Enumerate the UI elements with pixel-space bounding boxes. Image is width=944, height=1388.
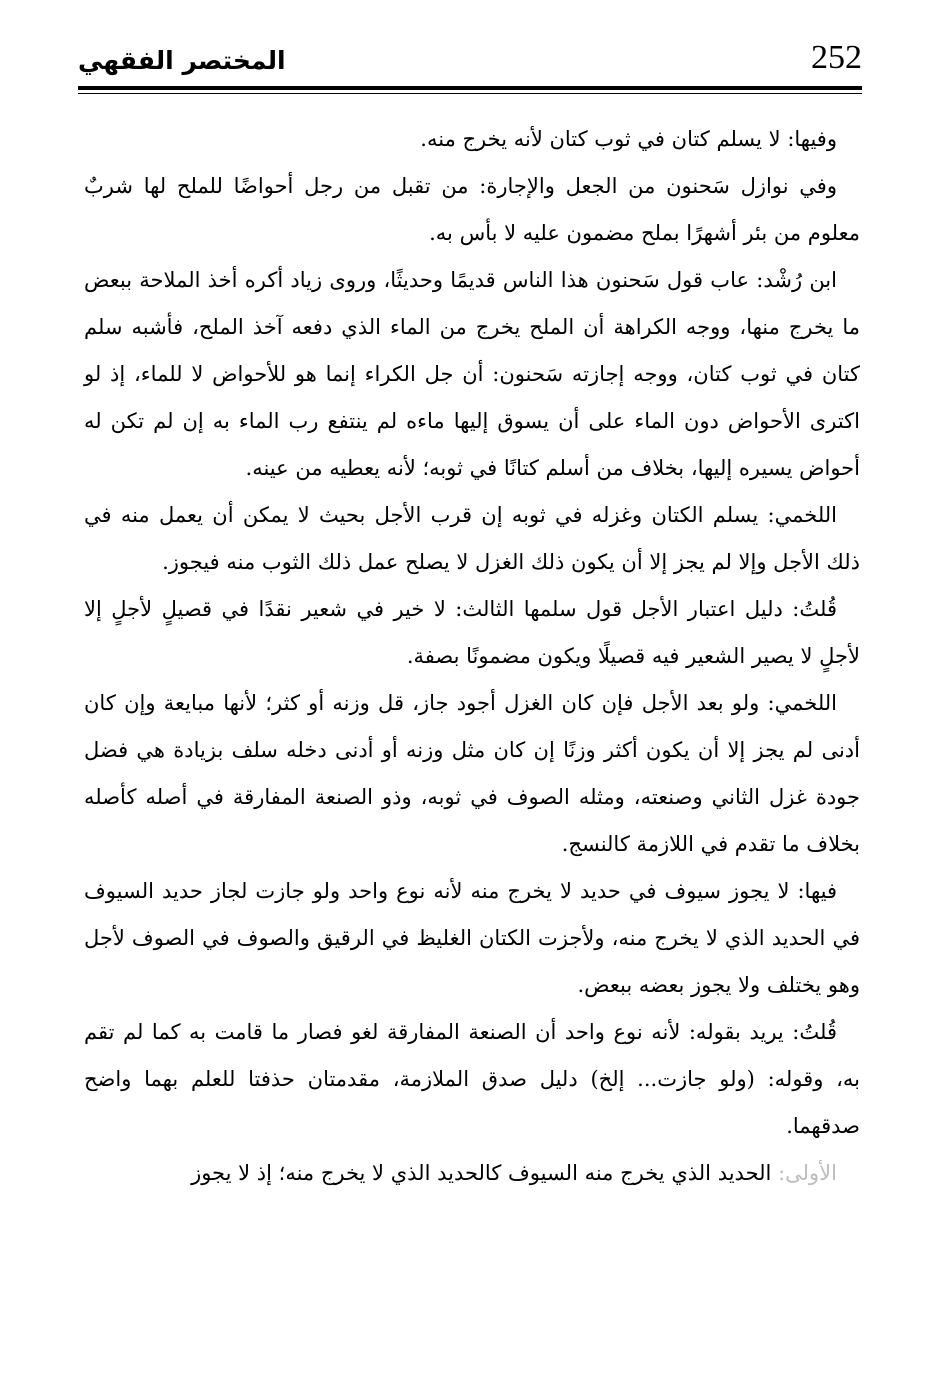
book-title: المختصر الفقهي bbox=[78, 46, 286, 75]
paragraph: وفي نوازل سَحنون من الجعل والإجارة: من تقبل من رجل أحواضًا للملح لها شربٌ معلوم من بئر أشهرًا بملح مضمون عليه لا بأس به. bbox=[84, 174, 860, 245]
last-line bbox=[84, 1150, 860, 1197]
paragraph: قُلتُ: يريد بقوله: لأنه نوع واحد أن الصنعة المفارقة لغو فصار ما قامت به كما لم تقم به، وقوله: (ولو جازت... إلخ) دليل صدق الملازمة، مقدمتان حذفتا للعلم بهما واضح صدقهما. bbox=[84, 1020, 860, 1138]
page-body bbox=[84, 116, 860, 1197]
paragraph: ابن رُشْد: عاب قول سَحنون هذا الناس قديمًا وحديثًا، وروى زياد أكره أخذ الملاحة ببعض ما يخرج منها، ووجه الكراهة أن الملح يخرج من الماء الذي دفعه آخذ الملح، فأشبه سلم كتان في ثوب كتان، ووجه إجازته سَحنون: أن جل الكراء إنما هو للأحواض لا للماء، إذ لو اكترى الأحواض دون الماء على أن يسوق إليها ماءه لم ينتفع رب الماء به إن لم تكن له أحواض يسيره إليها، بخلاف من أسلم كتانًا في ثوبه؛ لأنه يعطيه من عينه. bbox=[84, 268, 860, 480]
paragraph: اللخمي: ولو بعد الأجل فإن كان الغزل أجود جاز، قل وزنه أو كثر؛ لأنها مبايعة وإن كان أدنى لم يجز إلا أن يكون أكثر وزنًا إن كان مثل وزنه أو أدنى دخله سلف بزيادة هي فضل جودة غزل الثاني وصنعته، ومثله الصوف في ثوبه، وذو الصنعة المفارقة في أصله كأصله بخلاف ما تقدم في اللازمة كالنسج. bbox=[84, 691, 860, 856]
paragraph: وفيها: لا يسلم كتان في ثوب كتان لأنه يخرج منه. bbox=[420, 127, 837, 151]
paragraph: فيها: لا يجوز سيوف في حديد لا يخرج منه لأنه نوع واحد ولو جازت لجاز حديد السيوف في الحديد الذي لا يخرج منه، ولأجزت الكتان الغليظ في الرقيق والصوف في الصوف لأجل وهو يختلف ولا يجوز بعضه ببعض. bbox=[84, 879, 860, 997]
paragraph: اللخمي: يسلم الكتان وغزله في ثوبه إن قرب الأجل بحيث لا يمكن أن يعمل منه في ذلك الأجل وإلا لم يجز إلا أن يكون ذلك الغزل لا يصلح عمل ذلك الثوب منه فيجوز. bbox=[84, 503, 860, 574]
header-rule-thin bbox=[78, 93, 862, 94]
last-line-text: الحديد الذي يخرج منه السيوف كالحديد الذي لا يخرج منه؛ إذ لا يجوز bbox=[191, 1161, 779, 1185]
page-number: 252 bbox=[811, 39, 862, 76]
faded-word: الأولى: bbox=[778, 1161, 837, 1185]
header-rule-thick bbox=[78, 86, 862, 90]
paragraph: قُلتُ: دليل اعتبار الأجل قول سلمها الثالث: لا خير في شعير نقدًا في قصيلٍ لأجلٍ إلا لأجلٍ لا يصير الشعير فيه قصيلًا ويكون مضمونًا بصفة. bbox=[84, 597, 860, 668]
